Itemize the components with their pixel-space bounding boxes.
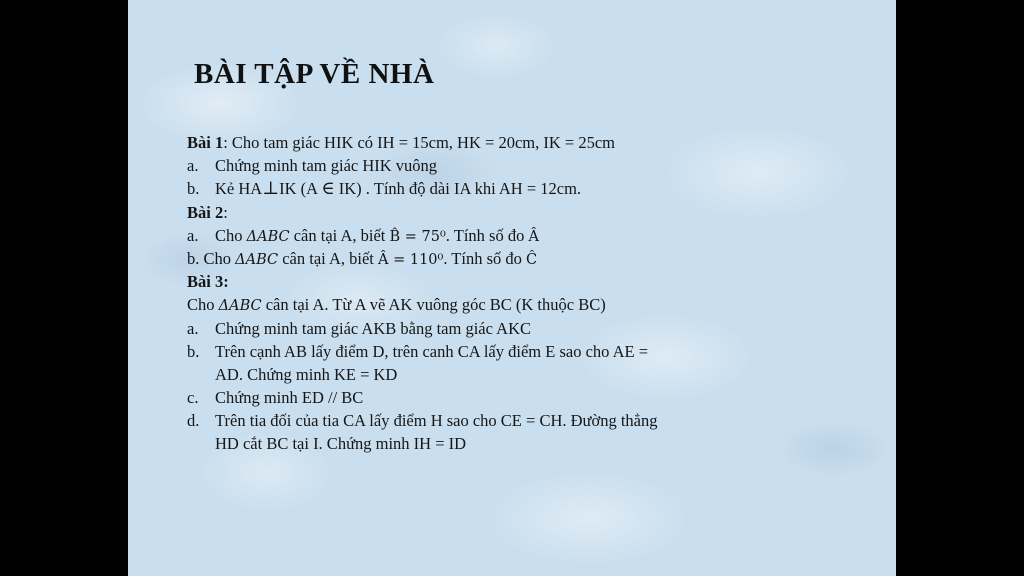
- bai2-item-a: [187, 224, 787, 247]
- item-text: HD cắt BC tại I. Chứng minh IH = ID: [215, 434, 467, 454]
- item-text-part: . Tính số đo: [443, 248, 526, 268]
- intro-text-part: Cho: [187, 295, 219, 315]
- angle-expression: Â = 110⁰: [378, 251, 444, 268]
- item-label: a.: [187, 156, 199, 176]
- perpendicular-symbol: ⊥: [262, 178, 280, 199]
- bai1-text: : Cho tam giác HIK có IH = 15cm, HK = 20cm, IK = 25cm: [223, 133, 615, 152]
- item-text: AD. Chứng minh KE = KD: [215, 364, 398, 384]
- item-text: Trên tia đối của tia CA lấy điểm H sao cho CE = CH. Đường thẳng: [215, 411, 658, 431]
- angle-expression: B̂ = 75⁰: [389, 228, 446, 245]
- bai3-intro: [187, 293, 787, 316]
- item-label: c.: [187, 388, 199, 408]
- item-label: b.: [187, 341, 200, 361]
- item-text-part: cân tại A, biết: [289, 225, 390, 245]
- bai3-item-b: [187, 340, 787, 363]
- item-label: d.: [187, 411, 200, 431]
- intro-text-part: cân tại A. Từ A vẽ AK vuông góc BC (K thuộc BC): [261, 295, 606, 315]
- item-text: Chứng minh tam giác HIK vuông: [215, 156, 438, 176]
- bai1-item-b: [187, 177, 787, 200]
- bai1-heading: [187, 131, 787, 154]
- item-label: a.: [187, 225, 199, 245]
- item-text-part: IK (A: [279, 179, 322, 199]
- element-of-symbol: ∈: [321, 178, 335, 199]
- bai3-item-d-cont: [187, 432, 787, 455]
- item-text-part: b. Cho: [187, 248, 236, 268]
- bai2-item-b: [187, 247, 787, 270]
- page-title: BÀI TẬP VỀ NHÀ: [194, 58, 435, 90]
- item-text-part: Cho: [215, 225, 247, 245]
- bai3-item-d: [187, 409, 787, 432]
- bai3-item-c: [187, 386, 787, 409]
- item-label: a.: [187, 318, 199, 338]
- triangle-notation: ΔABC: [246, 228, 290, 245]
- item-text-part: Kẻ HA: [215, 179, 263, 199]
- slide: [128, 0, 896, 576]
- triangle-notation: ΔABC: [235, 251, 279, 268]
- bai1-item-a: [187, 154, 787, 177]
- item-label: b.: [187, 179, 200, 199]
- bai3-label: Bài 3:: [187, 272, 229, 292]
- bai3-item-b-cont: [187, 363, 787, 386]
- bai3-item-a: [187, 317, 787, 340]
- angle-asked: Ĉ: [526, 251, 538, 268]
- bai1-label: Bài 1: [187, 133, 224, 152]
- bai2-heading: [187, 201, 787, 224]
- triangle-notation: ΔABC: [218, 298, 262, 315]
- exercise-content: [187, 131, 787, 456]
- item-text-part: IK) . Tính độ dài IA khi AH = 12cm.: [334, 179, 582, 199]
- angle-asked: Â: [528, 228, 539, 245]
- item-text-part: . Tính số đo: [445, 225, 529, 245]
- item-text: Chứng minh ED // BC: [215, 388, 364, 408]
- bai2-colon: :: [223, 202, 228, 222]
- item-text: Trên cạnh AB lấy điểm D, trên canh CA lấy điểm E sao cho AE =: [215, 341, 649, 361]
- item-text: Chứng minh tam giác AKB bằng tam giác AKC: [215, 318, 531, 338]
- item-text-part: cân tại A, biết: [278, 248, 378, 268]
- bai3-heading: [187, 270, 787, 293]
- bai2-label: Bài 2: [187, 202, 224, 222]
